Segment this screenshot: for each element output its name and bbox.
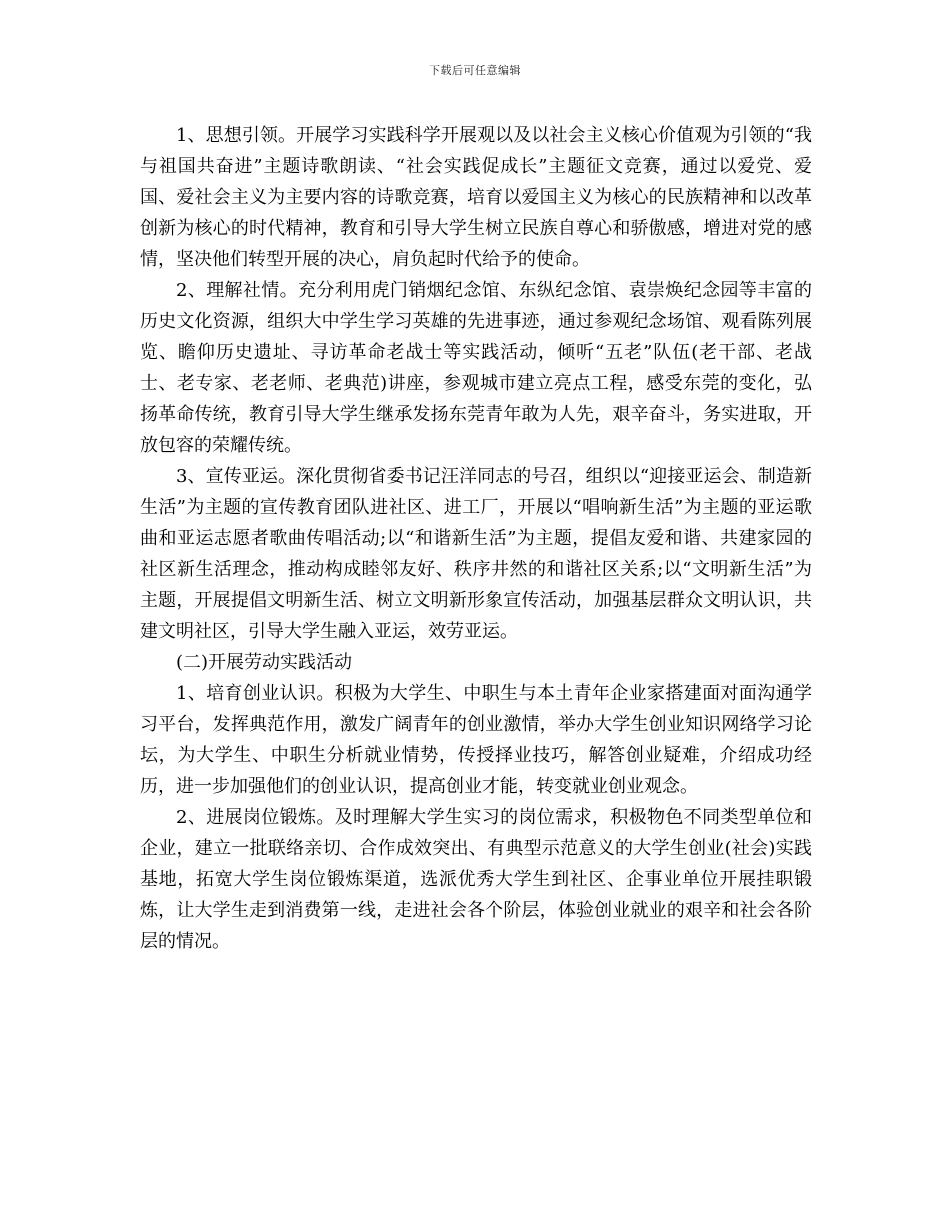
- paragraph-understand-society: 2、理解社情。充分利用虎门销烟纪念馆、东纵纪念馆、袁崇焕纪念园等丰富的历史文化资源，组织大中学生学习英雄的先进事迹，通过参观纪念场馆、观看陈列展览、瞻仰历史遗址、寻访革命老战士等实践活动，倾听“五老”队伍(老干部、老战士、老专家、老老师、老典范)讲座，参观城市建立亮点工程，感受东莞的变化，弘扬革命传统，教育引导大学生继承发扬东莞青年敢为人先，艰辛奋斗，务实进取，开放包容的荣耀传统。: [140, 280, 812, 456]
- section-heading-labor-practice: (二)开展劳动实践活动: [176, 652, 353, 673]
- paragraph-thought-guidance: 1、思想引领。开展学习实践科学开展观以及以社会主义核心价值观为引领的“我与祖国共奋进”主题诗歌朗读、“社会实践促成长”主题征文竞赛，通过以爱党、爱国、爱社会主义为主要内容的诗歌竞赛，培育以爱国主义为核心的民族精神和以改革创新为核心的时代精神，教育和引导大学生树立民族自尊心和骄傲感，增进对党的感情，坚决他们转型开展的决心，肩负起时代给予的使命。: [140, 125, 812, 270]
- paragraph-entrepreneurship-awareness: 1、培育创业认识。积极为大学生、中职生与本土青年企业家搭建面对面沟通学习平台，发挥典范作用，激发广阔青年的创业激情，举办大学生创业知识网络学习论坛，为大学生、中职生分析就业情势，传授择业技巧，解答创业疑难，介绍成功经历，进一步加强他们的创业认识，提高创业才能，转变就业创业观念。: [140, 683, 812, 797]
- page-header: 下载后可任意编辑: [429, 64, 521, 77]
- document-body: [140, 120, 812, 957]
- paragraph-promote-asian-games: 3、宣传亚运。深化贯彻省委书记汪洋同志的号召，组织以“迎接亚运会、制造新生活”为主题的宣传教育团队进社区、进工厂，开展以“唱响新生活”为主题的亚运歌曲和亚运志愿者歌曲传唱活动;以“和谐新生活”为主题，提倡友爱和谐、共建家园的社区新生活理念，推动构成睦邻友好、秩序井然的和谐社区关系;以“文明新生活”为主题，开展提倡文明新生活、树立文明新形象宣传活动，加强基层群众文明认识，共建文明社区，引导大学生融入亚运，效劳亚运。: [140, 466, 812, 642]
- paragraph-job-training: 2、进展岗位锻炼。及时理解大学生实习的岗位需求，积极物色不同类型单位和企业，建立一批联络亲切、合作成效突出、有典型示范意义的大学生创业(社会)实践基地，拓宽大学生岗位锻炼渠道，选派优秀大学生到社区、企事业单位开展挂职锻炼，让大学生走到消费第一线，走进社会各个阶层，体验创业就业的艰辛和社会各阶层的情况。: [140, 807, 812, 952]
